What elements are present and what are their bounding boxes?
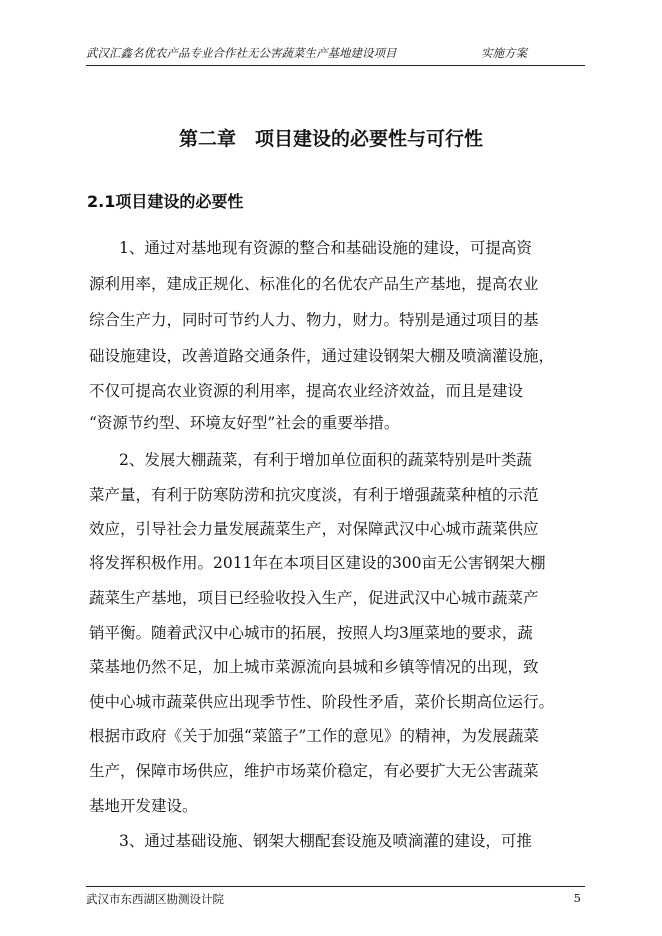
text-line: 2、发展大棚蔬菜，有利于增加单位面积的蔬菜特别是叶类蔬 — [119, 451, 532, 469]
text-line: 3、通过基础设施、钢架大棚配套设施及喷滴灌的建设，可推 — [119, 832, 532, 850]
page-header — [86, 43, 585, 66]
text-line: 将发挥积极作用。2011年在本项目区建设的300亩无公害钢架大棚 — [89, 554, 546, 572]
text-line: “资源节约型、环境友好型”社会的重要举措。 — [89, 414, 400, 432]
text-line: 不仅可提高农业资源的利用率，提高农业经济效益，而且是建设 — [89, 382, 524, 400]
page-footer — [86, 886, 585, 906]
header-doc-type: 实施方案 — [481, 46, 527, 60]
text-line: 源利用率，建成正规化、标准化的名优农产品生产基地，提高农业 — [89, 275, 539, 293]
text-line: 使中心城市蔬菜供应出现季节性、阶段性矛盾，菜价长期高位运行。 — [89, 693, 555, 711]
text-line: 效应，引导社会力量发展蔬菜生产，对保障武汉中心城市蔬菜供应 — [89, 520, 539, 538]
footer-organization: 武汉市东西湖区勘测设计院 — [86, 892, 224, 906]
text-line: 菜基地仍然不足，加上城市菜源流向县城和乡镇等情况的出现，致 — [89, 658, 539, 676]
text-line: 础设施建设，改善道路交通条件，通过建设钢架大棚及喷滴灌设施， — [89, 347, 555, 365]
text-line: 蔬菜生产基地，项目已经验收投入生产，促进武汉中心城市蔬菜产 — [89, 589, 539, 607]
text-line: 销平衡。随着武汉中心城市的拓展，按照人均3厘菜地的要求，蔬 — [89, 624, 533, 642]
chapter-title: 第二章 项目建设的必要性与可行性 — [178, 128, 483, 150]
text-line: 基地开发建设。 — [89, 797, 198, 815]
text-line: 1、通过对基地现有资源的整合和基础设施的建设，可提高资 — [119, 239, 532, 257]
header-project-title: 武汉汇鑫名优农产品专业合作社无公害蔬菜生产基地建设项目 — [86, 46, 397, 60]
text-line: 综合生产力，同时可节约人力、物力，财力。特别是通过项目的基 — [89, 311, 539, 329]
text-line: 菜产量，有利于防寒防涝和抗灾度淡，有利于增强蔬菜种植的示范 — [89, 486, 539, 504]
text-line: 根据市政府《关于加强“菜篮子”工作的意见》的精神，为发展蔬菜 — [89, 727, 539, 745]
page-number: 5 — [573, 891, 581, 905]
section-title: 2.1项目建设的必要性 — [87, 192, 244, 211]
text-line: 生产，保障市场供应，维护市场菜价稳定，有必要扩大无公害蔬菜 — [89, 762, 539, 780]
